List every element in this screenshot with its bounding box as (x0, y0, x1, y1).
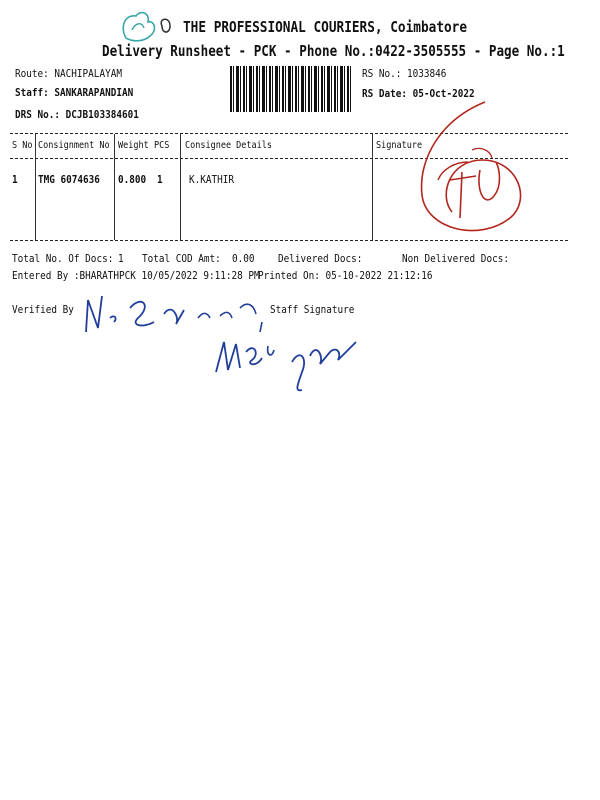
col-header-signature: Signature (376, 140, 423, 151)
runsheet-title: Delivery Runsheet - PCK - Phone No.:0422-3505555 - Page No.:1 (102, 42, 565, 60)
table-row-pcs: 1 (157, 173, 163, 186)
col-divider (114, 134, 115, 240)
printed-on: Printed On: 05-10-2022 21:12:16 (258, 269, 433, 282)
total-cod-value: 0.00 (232, 252, 255, 265)
staff-label: Staff: SANKARAPANDIAN (15, 86, 134, 99)
entered-by: Entered By :BHARATHPCK 10/05/2022 9:11:28 PM (12, 269, 260, 282)
table-row-consignment: TMG 6074636 (38, 173, 100, 186)
col-header-sno: S No (12, 140, 33, 151)
table-row-consignee: K.KATHIR (189, 173, 235, 186)
verified-by-label: Verified By (12, 303, 74, 316)
table-row-sno: 1 (12, 173, 18, 186)
red-signature-stamp (410, 100, 550, 245)
route-label: Route: NACHIPALAYAM (15, 67, 122, 80)
total-docs-value: 1 (118, 252, 124, 265)
col-header-pcs: PCS (154, 140, 170, 151)
rs-date: RS Date: 05-Oct-2022 (362, 87, 475, 100)
staff-signature (210, 312, 370, 397)
col-divider (372, 134, 373, 240)
non-delivered-docs-label: Non Delivered Docs: (402, 252, 509, 265)
rs-number: RS No.: 1033846 (362, 67, 447, 80)
table-row-weight: 0.800 (118, 173, 147, 186)
courier-logo-icon (118, 8, 178, 44)
col-header-weight: Weight (118, 140, 149, 151)
drs-number: DRS No.: DCJB103384601 (15, 108, 139, 121)
company-title: THE PROFESSIONAL COURIERS, Coimbatore (183, 18, 468, 36)
total-docs-label: Total No. Of Docs: (12, 252, 114, 265)
col-divider (35, 134, 36, 240)
staff-signature-label: Staff Signature (270, 303, 355, 316)
col-divider (180, 134, 181, 240)
total-cod-label: Total COD Amt: (142, 252, 221, 265)
delivered-docs-label: Delivered Docs: (278, 252, 363, 265)
col-header-consignee: Consignee Details (185, 140, 273, 151)
col-header-consignment: Consignment No (38, 140, 110, 151)
barcode (230, 66, 353, 112)
